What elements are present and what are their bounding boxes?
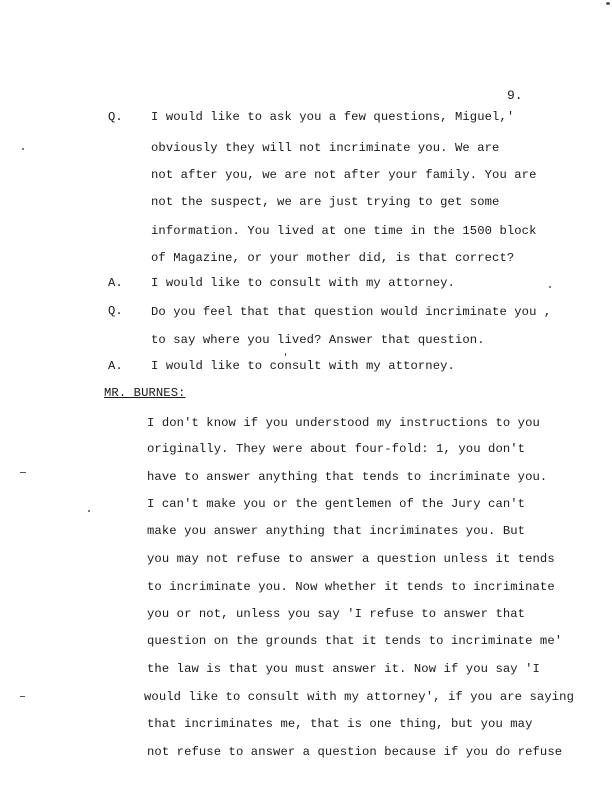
- statement-line: would like to consult with my attorney', if you are saying: [144, 690, 574, 704]
- transcript-line: Do you feel that that question would incriminate you ,: [151, 305, 552, 319]
- scan-speck: [20, 472, 26, 473]
- statement-line: question on the grounds that it tends to incriminate me': [147, 634, 563, 648]
- speaker-heading: MR. BURNES:: [104, 386, 186, 400]
- transcript-line: information. You lived at one time in the 1500 block: [151, 224, 537, 238]
- transcript-line: not the suspect, we are just trying to get some: [151, 195, 500, 209]
- statement-line: you or not, unless you say 'I refuse to answer that: [147, 607, 526, 621]
- scan-speck: [606, 2, 610, 5]
- statement-line: I can't make you or the gentlemen of the Jury can't: [147, 497, 526, 511]
- speaker-label-a: A.: [108, 359, 123, 373]
- transcript-line: I would like to consult with my attorney.: [151, 276, 455, 290]
- transcript-line: of Magazine, or your mother did, is that correct?: [151, 251, 515, 265]
- scan-speck: [285, 353, 286, 356]
- transcript-line: not after you, we are not after your family. You are: [151, 168, 537, 182]
- statement-line: you may not refuse to answer a question unless it tends: [147, 552, 555, 566]
- page-number: 9.: [507, 88, 523, 103]
- statement-line: originally. They were about four-fold: 1, you don't: [147, 442, 526, 456]
- scan-speck: [22, 148, 24, 150]
- speaker-label-q: Q.: [108, 110, 123, 124]
- scan-speck: [20, 696, 25, 697]
- statement-line: not refuse to answer a question because if you do refuse: [147, 745, 563, 759]
- statement-line: make you answer anything that incriminates you. But: [147, 524, 526, 538]
- statement-line: have to answer anything that tends to incriminate you.: [147, 470, 548, 484]
- transcript-line: I would like to consult with my attorney.: [151, 359, 455, 373]
- statement-line: that incriminates me, that is one thing, but you may: [147, 717, 533, 731]
- statement-line: the law is that you must answer it. Now if you say 'I: [147, 662, 540, 676]
- scan-speck: [549, 286, 551, 288]
- statement-line: to incriminate you. Now whether it tends to incriminate: [147, 580, 555, 594]
- transcript-line: to say where you lived? Answer that question.: [151, 333, 485, 347]
- speaker-label-a: A.: [108, 276, 123, 290]
- transcript-line: obviously they will not incriminate you. We are: [151, 141, 500, 155]
- transcript-line: I would like to ask you a few questions, Miguel,': [151, 110, 515, 124]
- scan-speck: [88, 510, 90, 512]
- speaker-label-q: Q.: [108, 304, 123, 318]
- statement-line: I don't know if you understood my instructions to you: [147, 416, 540, 430]
